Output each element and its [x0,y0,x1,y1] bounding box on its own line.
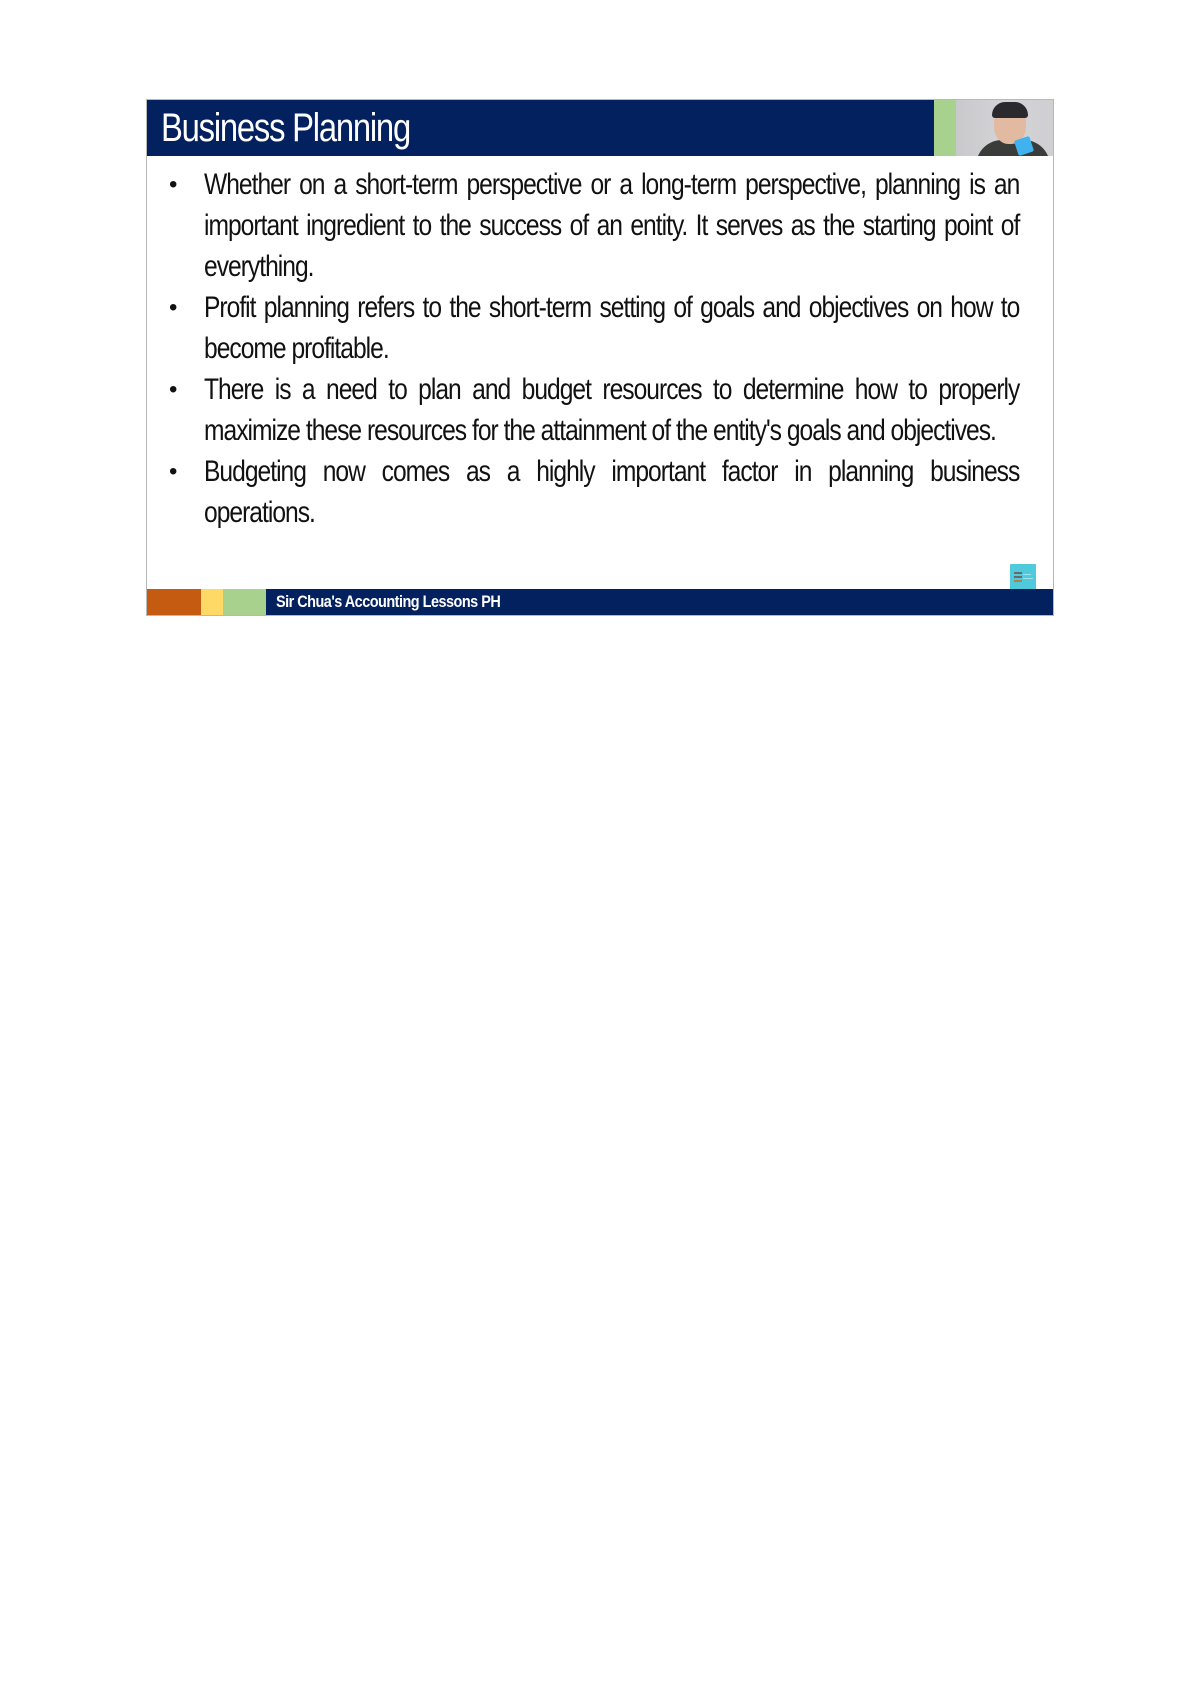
slide-footer [147,589,1053,615]
bullet-dot-icon: • [169,294,178,321]
bullet-text: Whether on a short-term perspective or a long-term perspective, planning is an important ingredient to the success of an entity. It serves as the starting point of everything. [204,168,1020,283]
bullet-item [165,369,1019,451]
bullet-text: Profit planning refers to the short-term setting of goals and objectives on how to become profitable. [204,291,1020,365]
bullet-dot-icon: • [169,458,178,485]
bullet-item [165,287,1019,369]
bullet-dot-icon: • [169,171,178,198]
bullet-text: There is a need to plan and budget resources to determine how to properly maximize these resources for the attainment of the entity's goals and objectives. [204,373,1020,447]
slide-navigation-icon[interactable] [1010,564,1036,590]
bullet-dot-icon: • [169,376,178,403]
bullet-item [165,451,1019,533]
bullet-text: Budgeting now comes as a highly important factor in planning business operations. [204,455,1020,529]
presenter-webcam [956,100,1054,156]
bullet-item [165,164,1019,287]
footer-green-block [223,589,266,615]
footer-yellow-block [201,589,223,615]
footer-channel-label: Sir Chua's Accounting Lessons PH [276,592,501,611]
presenter-cap [992,102,1028,118]
header-accent-strip [934,100,956,156]
slide-content [165,164,1019,533]
slide-header [147,100,1053,156]
footer-orange-block [147,589,201,615]
slide-title: Business Planning [161,106,410,150]
presentation-slide [146,99,1054,616]
